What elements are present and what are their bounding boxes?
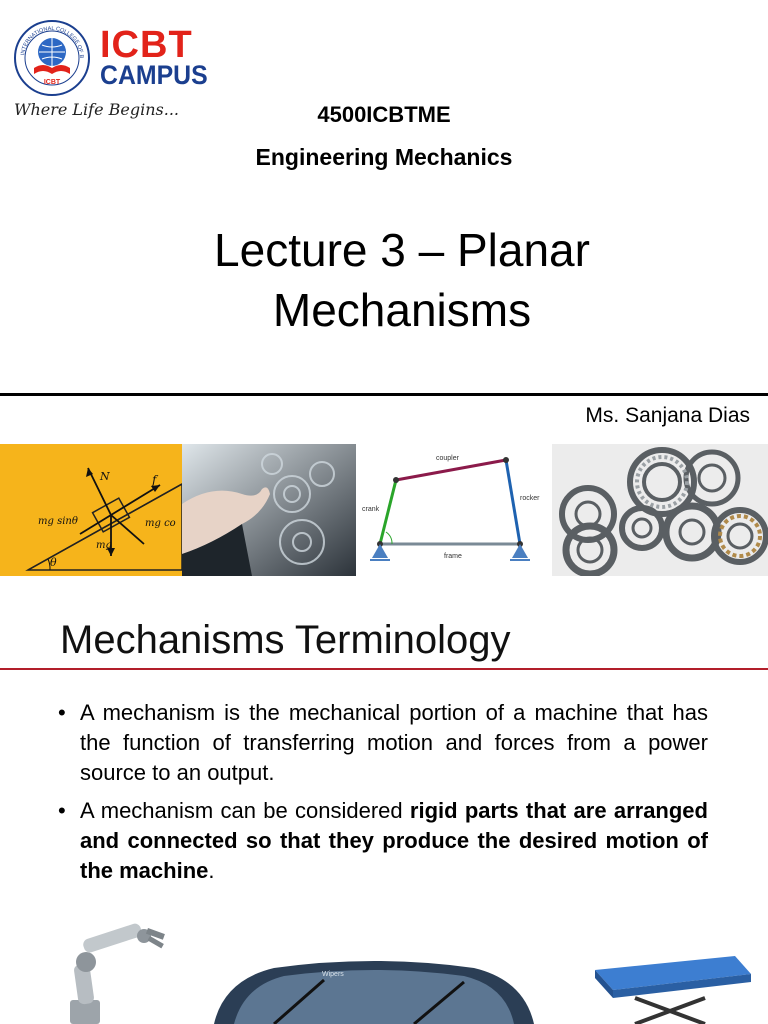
bullet-1: • A mechanism is the mechanical portion of a machine that has the function of transferring motion and forces from a power source to an output. — [58, 698, 708, 788]
logo-tagline: Where Life Begins... — [14, 100, 179, 119]
bullet-2-bold: rigid parts that are arranged and connected so that they produce the desired motion of the machine — [80, 798, 708, 883]
slide-title: Mechanisms Terminology — [60, 618, 511, 662]
linkage-label-crank: crank — [362, 506, 380, 513]
robot-arm-image — [56, 910, 176, 1024]
car-label: Wipers — [322, 971, 344, 978]
title-rule — [0, 668, 768, 670]
bullet-list — [58, 698, 708, 894]
logo-campus: CAMPUS — [100, 60, 208, 90]
svg-text:ICBT: ICBT — [43, 79, 61, 86]
logo-brand: ICBT — [100, 24, 193, 66]
linkage-label-rocker: rocker — [520, 495, 540, 502]
svg-text:INTERNATIONAL COLLEGE OF BUSIN: INTERNATIONAL COLLEGE OF B — [20, 25, 85, 59]
bullet-2 — [58, 796, 708, 886]
lecture-title — [0, 220, 768, 340]
lecture-title-line1: Lecture 3 – Planar — [214, 224, 590, 276]
bullet-2-pre: A mechanism can be considered — [80, 798, 410, 823]
course-code: 4500ICBTME — [317, 102, 451, 127]
hand-gears-image — [182, 444, 356, 576]
course-name: Engineering Mechanics — [255, 144, 513, 170]
incline-diagram — [0, 444, 182, 576]
incline-label-f: f — [152, 473, 157, 487]
terminology-slide — [0, 580, 768, 1024]
incline-label-mgsin: mg sinθ — [38, 516, 78, 527]
linkage-label-frame: frame — [444, 553, 462, 560]
incline-label-mg: mg — [96, 540, 112, 551]
lecturer-name: Ms. Sanjana Dias — [585, 404, 750, 427]
car-wiper-image — [214, 960, 534, 1024]
four-bar-linkage-diagram — [356, 444, 552, 576]
incline-label-theta: θ — [50, 556, 57, 569]
image-strip — [0, 444, 768, 576]
incline-label-mgcos: mg co — [145, 518, 176, 529]
linkage-label-coupler: coupler — [436, 455, 459, 462]
title-divider — [0, 393, 768, 396]
incline-label-n: N — [100, 470, 110, 483]
lecture-title-line2: Mechanisms — [272, 284, 532, 336]
icbt-seal-logo — [12, 18, 92, 98]
bullet-2-post: . — [208, 858, 215, 883]
bearings-image — [552, 444, 768, 576]
scissor-table-image — [585, 950, 755, 1024]
